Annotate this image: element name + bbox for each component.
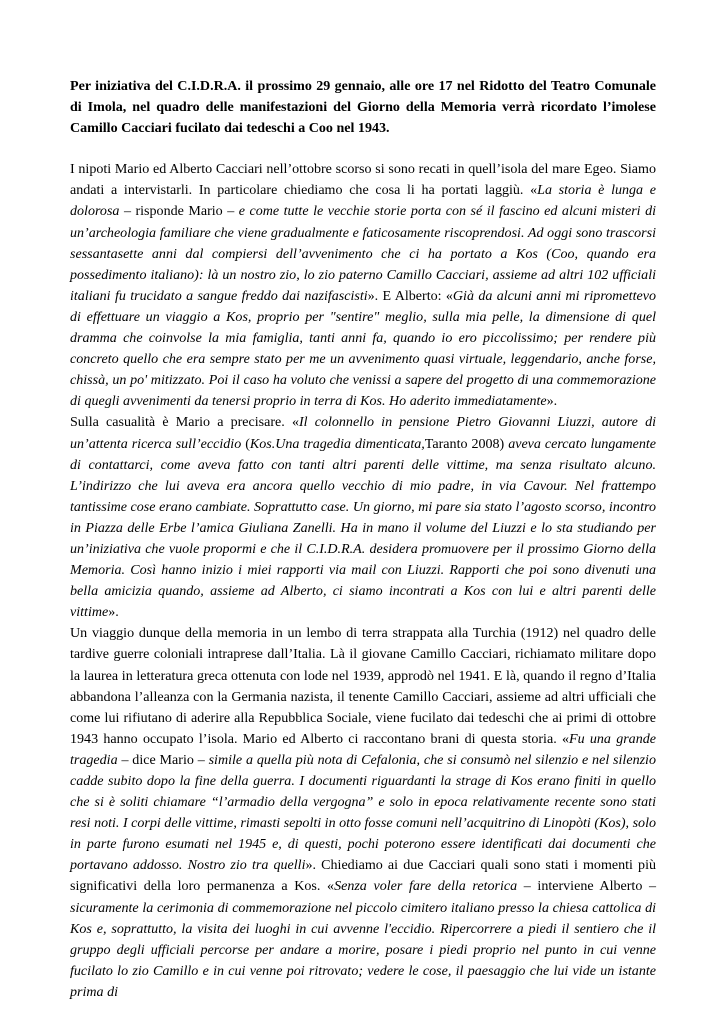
- paragraph-3: [70, 623, 656, 1003]
- text-run: (: [241, 435, 250, 452]
- quote-run: Senza voler fare della retorica: [334, 878, 518, 895]
- quote-run: sicuramente la cerimonia di commemorazione nel piccolo cimitero italiano presso la chiesa cattolica di Kos e, soprattutto, la visita dei luoghi in cui avvenne l'eccidio. Ripercorrere a piedi il sentiero che il gruppo degli ufficiali percorse per andare a morire, posare i piedi proprio nel punto in cui venne fucilato lo zio Camillo e in cui venne poi ritrovato; vedere le cose, il paesaggio che lui vide un istante prima di: [70, 899, 656, 1000]
- text-run: – risponde Mario –: [119, 203, 239, 220]
- text-run: ».: [108, 604, 119, 621]
- text-run: Sulla casualità è Mario a precisare. «: [70, 414, 299, 431]
- quote-run: Il colonnello in pensione Pietro Giovanni Liuzzi, autore di un’attenta ricerca sull’eccidio: [70, 414, 657, 452]
- text-run: ». E Alberto: «: [367, 287, 453, 304]
- quote-run: Già da alcuni anni mi ripromettevo di effettuare un viaggio a Kos, proprio per "sentire" meglio, sulla mia pelle, la dimensione di quel dramma che coinvolse la mia famiglia, tanti anni fa, quando io ero piccolissimo; per rendere più concreto quello che era sempre stato per me un avvenimento quasi virtuale, leggendario, anche forse, chissà, un po' mitizzato. Poi il caso ha voluto che venissi a sapere del progetto di una commemorazione di quegli avvenimenti da tenersi proprio in terra di Kos. Ho aderito immediatamente: [70, 287, 656, 410]
- quote-run: Fu una grande tragedia: [70, 730, 656, 768]
- quote-run: aveva cercato lungamente di contattarci, come aveva fatto con tanti altri parenti delle vittime, ma senza risultato alcuno. L’indirizzo che lui aveva era ancora quello vecchio di mio padre, in via Cavour. Nel frattempo tantissime cose erano cambiate. Soprattutto case. Un giorno, mi pare sia stato l’agosto scorso, incontro in Piazza delle Erbe l’amica Giuliana Zanelli. Ha in mano il volume del Liuzzi e lo sta studiando per un’iniziativa che vuole propormi e che il C.I.D.R.A. desidera promuovere per il prossimo Giorno della Memoria. Così hanno inizio i miei rapporti via mail con Liuzzi. Rapporti che poi sono divenuti una bella amicizia quando, assieme ad Alberto, ci siamo incontrati a Kos con lui e altri parenti delle vittime: [70, 435, 656, 621]
- quote-run: e come tutte le vecchie storie porta con sé il fascino ed alcuni misteri di un’archeologia familiare che viene gradualmente e faticosamente riscoprendosi. Ad oggi sono trascorsi sessantasette anni dal compiersi dell’avvenimento che ci ha portato a Kos (Coo, quando era possedimento italiano): là un nostro zio, lo zio paterno Camillo Cacciari, assieme ad altri 102 ufficiali italiani fu trucidato a sangue freddo dai nazifascisti: [70, 203, 656, 304]
- paragraph-2: [70, 412, 656, 623]
- text-run: Un viaggio dunque della memoria in un lembo di terra strappata alla Turchia (1912) nel quadro delle tardive guerre coloniali intraprese dall’Italia. Là il giovane Camillo Cacciari, richiamato militare dopo la laurea in letteratura greca ottenuta con lode nel 1939, approdò nel 1941. E là, quando il regno d’Italia abbandona l’alleanza con la Germania nazista, il tenente Camillo Cacciari, assieme ad altri ufficiali che come lui rifiutano di aderire alla Repubblica Sociale, viene fucilato dai tedeschi che ai primi di ottobre 1943 hanno occupato l’isola. Mario ed Alberto ci raccontano brani di questa storia. «: [70, 625, 656, 747]
- text-run: ».: [546, 393, 558, 410]
- quote-run: La storia è lunga e dolorosa: [70, 182, 656, 220]
- text-run: Taranto 2008): [424, 435, 509, 452]
- paragraph-1: [70, 159, 656, 412]
- quote-run: simile a quella più nota di Cefalonia, che si consumò nel silenzio e nel silenzio cadde subito dopo la fine della guerra. I documenti riguardanti la strage di Kos erano finiti in quello che si è soliti chiamare “l’armadio della vergogna” e solo in epoca relativamente recente sono stati resi noti. I corpi delle vittime, rimasti sepolti in otto fosse comuni nell’acquitrino di Linopòti (Kos), solo in parte furono esumati nel 1945 e, di questi, pochi poterono essere identificati dai documenti che portavano addosso. Nostro zio tra quelli: [70, 751, 656, 874]
- document-page: [70, 76, 656, 1003]
- book-title: Kos.Una tragedia dimenticata,: [249, 435, 425, 452]
- text-run: ». Chiediamo ai due Cacciari quali sono stati i momenti più significativi della loro permanenza a Kos. «: [70, 857, 657, 895]
- text-run: – dice Mario –: [117, 751, 209, 768]
- lead-paragraph: Per iniziativa del C.I.D.R.A. il prossimo 29 gennaio, alle ore 17 nel Ridotto del Teatro Comunale di Imola, nel quadro delle manifestazioni del Giorno della Memoria verrà ricordato l’imolese Camillo Cacciari fucilato dai tedeschi a Coo nel 1943.: [70, 78, 656, 137]
- text-run: I nipoti Mario ed Alberto Cacciari nell’ottobre scorso si sono recati in quell’isola del mare Egeo. Siamo andati a intervistarli. In particolare chiediamo che cosa li ha portati laggiù. «: [70, 161, 656, 199]
- text-run: – interviene Alberto –: [517, 878, 656, 895]
